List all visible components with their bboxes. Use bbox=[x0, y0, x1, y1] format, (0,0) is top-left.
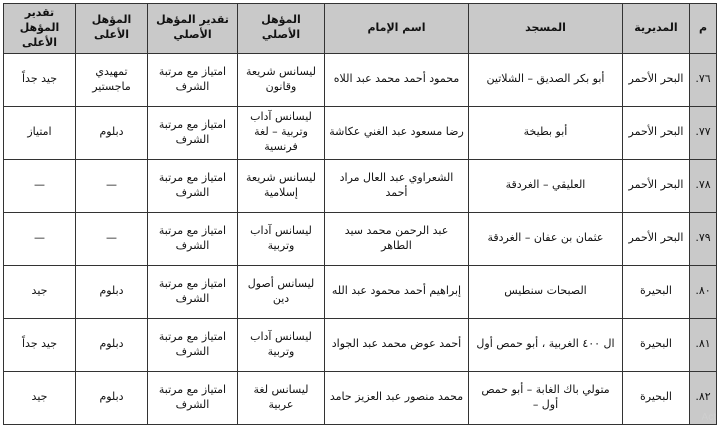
imam-name-cell: محمود أحمد محمد عبد اللاه bbox=[325, 53, 469, 106]
higher-grade-cell: — bbox=[4, 212, 76, 265]
original-qualification-cell: ليسانس لغة عربية bbox=[238, 371, 325, 424]
imams-table bbox=[3, 3, 717, 425]
col-higher-grade-header: تقدير المؤهل الأعلى bbox=[4, 4, 76, 54]
col-mosque-header: المسجد bbox=[469, 4, 623, 54]
original-grade-cell: امتياز مع مرتبة الشرف bbox=[148, 106, 238, 159]
original-grade-cell: امتياز مع مرتبة الشرف bbox=[148, 53, 238, 106]
original-qualification-cell: ليسانس أصول دين bbox=[238, 265, 325, 318]
table-row bbox=[4, 318, 717, 371]
higher-grade-cell: جيد جداً bbox=[4, 53, 76, 106]
watermark: Act bbox=[701, 412, 716, 423]
header-row bbox=[4, 4, 717, 54]
imam-name-cell: محمد منصور عبد العزيز حامد bbox=[325, 371, 469, 424]
directorate-cell: البحر الأحمر bbox=[623, 159, 690, 212]
mosque-cell: الصبحات سنطيس bbox=[469, 265, 623, 318]
higher-grade-cell: جيد جداً bbox=[4, 318, 76, 371]
mosque-cell: ال ٤٠٠ الغربية ، أبو حمص أول bbox=[469, 318, 623, 371]
imam-name-cell: عبد الرحمن محمد سيد الطاهر bbox=[325, 212, 469, 265]
row-number-cell: ٧٦. bbox=[690, 53, 717, 106]
higher-qualification-cell: دبلوم bbox=[76, 106, 148, 159]
imam-name-cell: أحمد عوض محمد عبد الجواد bbox=[325, 318, 469, 371]
directorate-cell: البحر الأحمر bbox=[623, 106, 690, 159]
directorate-cell: البحيرة bbox=[623, 265, 690, 318]
row-number-cell: ٨٢. bbox=[690, 371, 717, 424]
original-grade-cell: امتياز مع مرتبة الشرف bbox=[148, 318, 238, 371]
original-qualification-cell: ليسانس آداب وتربية – لغة فرنسية bbox=[238, 106, 325, 159]
original-qualification-cell: ليسانس شريعة وقانون bbox=[238, 53, 325, 106]
table-row bbox=[4, 212, 717, 265]
imam-name-cell: الشعراوي عبد العال مراد أحمد bbox=[325, 159, 469, 212]
directorate-cell: البحر الأحمر bbox=[623, 53, 690, 106]
table-row bbox=[4, 159, 717, 212]
higher-qualification-cell: تمهيدي ماجستير bbox=[76, 53, 148, 106]
col-directorate-header: المديرية bbox=[623, 4, 690, 54]
table-row bbox=[4, 265, 717, 318]
directorate-cell: البحيرة bbox=[623, 371, 690, 424]
table-row bbox=[4, 53, 717, 106]
mosque-cell: متولي باك الغابة – أبو حمص أول – bbox=[469, 371, 623, 424]
higher-qualification-cell: دبلوم bbox=[76, 371, 148, 424]
col-number-header: م bbox=[690, 4, 717, 54]
imam-name-cell: إبراهيم أحمد محمود عبد الله bbox=[325, 265, 469, 318]
mosque-cell: أبو بطيخة bbox=[469, 106, 623, 159]
col-imam-name-header: اسم الإمام bbox=[325, 4, 469, 54]
higher-qualification-cell: دبلوم bbox=[76, 265, 148, 318]
col-original-qualification-header: المؤهل الأصلي bbox=[238, 4, 325, 54]
directorate-cell: البحر الأحمر bbox=[623, 212, 690, 265]
higher-qualification-cell: — bbox=[76, 159, 148, 212]
mosque-cell: العليقي – الغردقة bbox=[469, 159, 623, 212]
original-qualification-cell: ليسانس آداب وتربية bbox=[238, 318, 325, 371]
original-qualification-cell: ليسانس آداب وتربية bbox=[238, 212, 325, 265]
original-grade-cell: امتياز مع مرتبة الشرف bbox=[148, 371, 238, 424]
higher-grade-cell: امتياز bbox=[4, 106, 76, 159]
higher-qualification-cell: — bbox=[76, 212, 148, 265]
original-grade-cell: امتياز مع مرتبة الشرف bbox=[148, 212, 238, 265]
table-row bbox=[4, 371, 717, 424]
higher-qualification-cell: دبلوم bbox=[76, 318, 148, 371]
original-qualification-cell: ليسانس شريعة إسلامية bbox=[238, 159, 325, 212]
row-number-cell: ٧٧. bbox=[690, 106, 717, 159]
mosque-cell: عثمان بن عفان – الغردقة bbox=[469, 212, 623, 265]
row-number-cell: ٧٩. bbox=[690, 212, 717, 265]
higher-grade-cell: جيد bbox=[4, 265, 76, 318]
col-higher-qualification-header: المؤهل الأعلى bbox=[76, 4, 148, 54]
row-number-cell: ٨٠. bbox=[690, 265, 717, 318]
imam-name-cell: رضا مسعود عبد الغني عكاشة bbox=[325, 106, 469, 159]
original-grade-cell: امتياز مع مرتبة الشرف bbox=[148, 159, 238, 212]
directorate-cell: البحيرة bbox=[623, 318, 690, 371]
higher-grade-cell: — bbox=[4, 159, 76, 212]
table-body bbox=[4, 53, 717, 424]
col-original-grade-header: تقدير المؤهل الأصلي bbox=[148, 4, 238, 54]
original-grade-cell: امتياز مع مرتبة الشرف bbox=[148, 265, 238, 318]
row-number-cell: ٧٨. bbox=[690, 159, 717, 212]
row-number-cell: ٨١. bbox=[690, 318, 717, 371]
mosque-cell: أبو بكر الصديق – الشلاتين bbox=[469, 53, 623, 106]
higher-grade-cell: جيد bbox=[4, 371, 76, 424]
table-row bbox=[4, 106, 717, 159]
